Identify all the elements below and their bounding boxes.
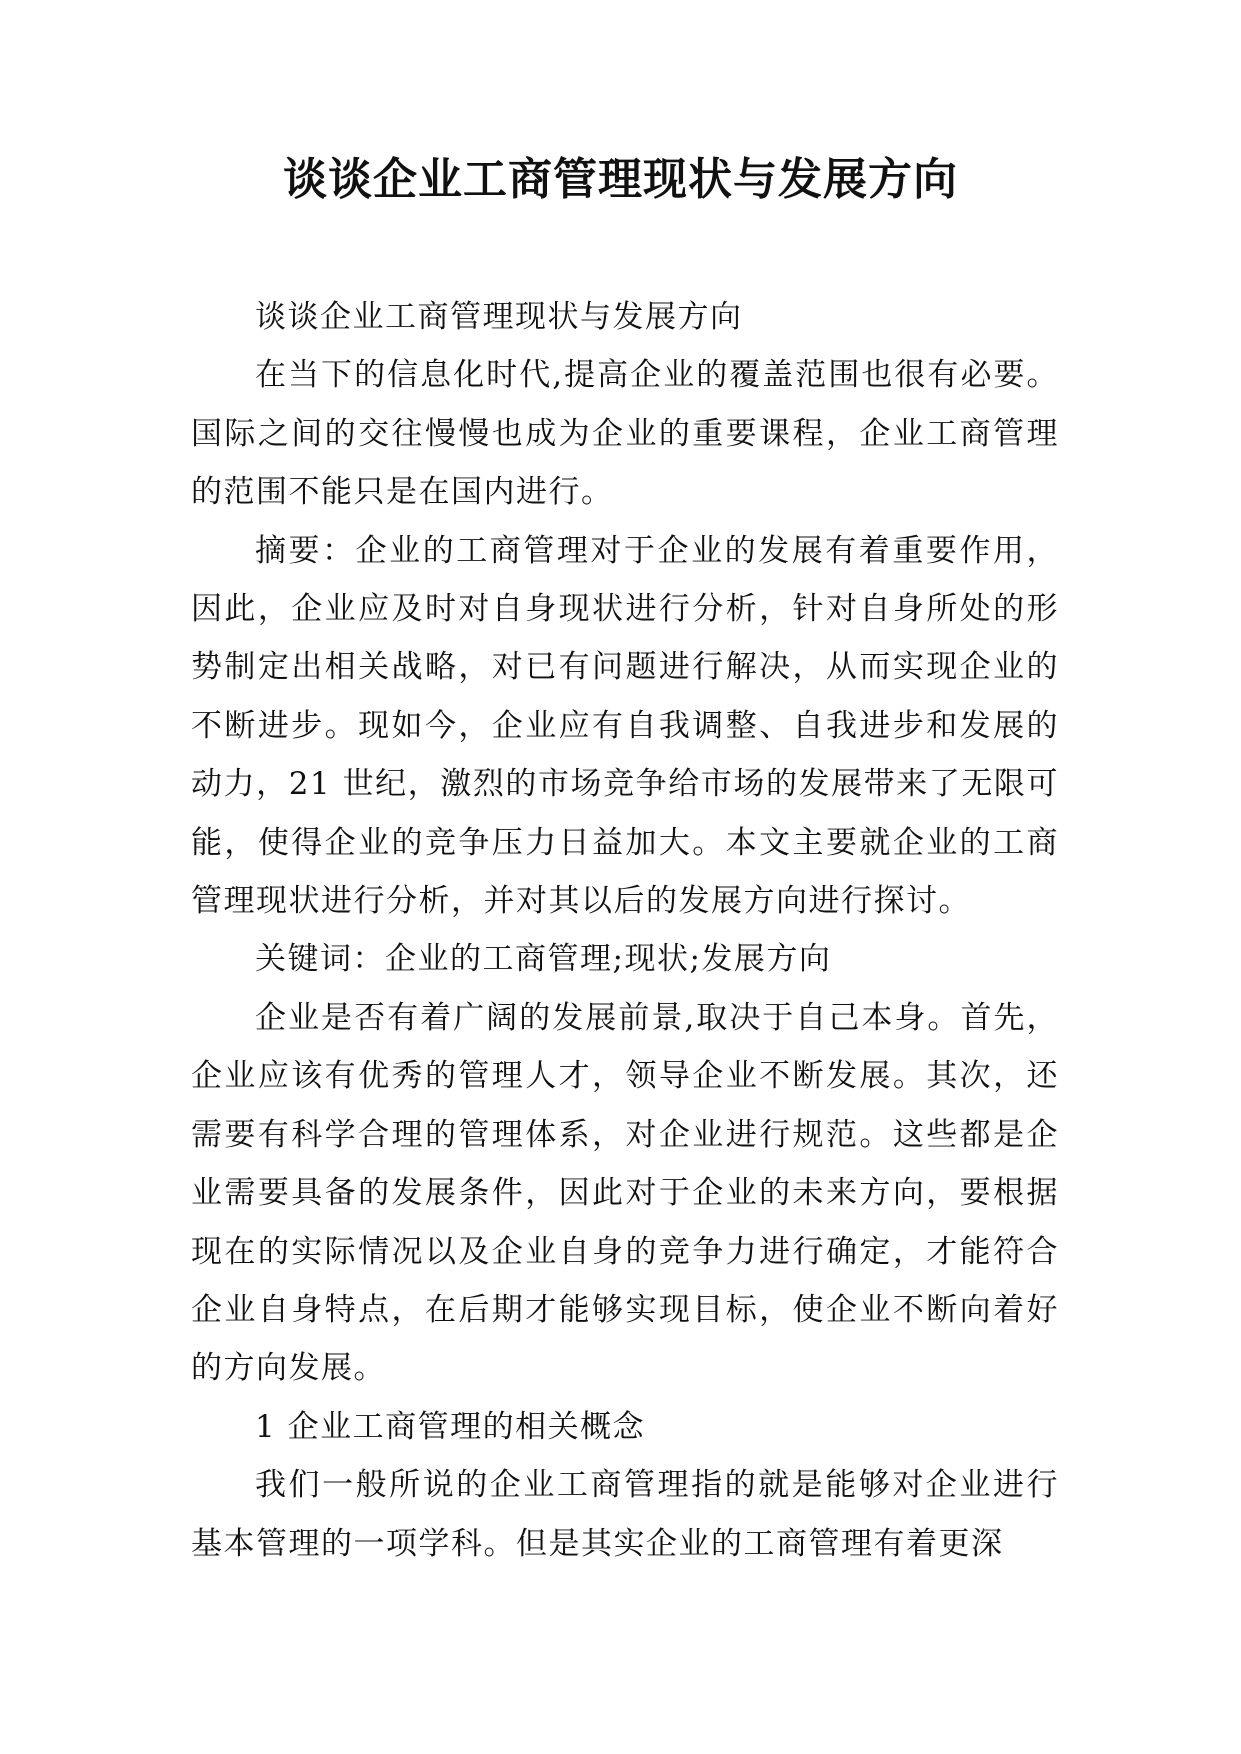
paragraph-intro: 在当下的信息化时代,提高企业的覆盖范围也很有必要。国际之间的交往慢慢也成为企业的重要课程，企业工商管理的范围不能只是在国内进行。 (191, 357, 1059, 511)
paragraph-subtitle: 谈谈企业工商管理现状与发展方向 (255, 299, 743, 335)
section-heading-1: 1 企业工商管理的相关概念 (255, 1408, 646, 1445)
document-body (191, 288, 1059, 1573)
paragraph-keywords: 关键词：企业的工商管理;现状;发展方向 (255, 941, 832, 978)
document-title: 谈谈企业工商管理现状与发展方向 (283, 154, 958, 205)
paragraph-body-2: 我们一般所说的企业工商管理指的就是能够对企业进行基本管理的一项学科。但是其实企业的工商管理有着更深 (191, 1467, 1059, 1562)
paragraph-body-1: 企业是否有着广阔的发展前景,取决于自己本身。首先，企业应该有优秀的管理人才，领导企业不断发展。其次，还需要有科学合理的管理体系，对企业进行规范。这些都是企业需要具备的发展条件，因此对于企业的未来方向，要根据现在的实际情况以及企业自身的竞争力进行确定，才能符合企业自身特点，在后期才能够实现目标，使企业不断向着好的方向发展。 (191, 999, 1059, 1387)
paragraph-abstract: 摘要：企业的工商管理对于企业的发展有着重要作用，因此，企业应及时对自身现状进行分析，针对自身所处的形势制定出相关战略，对已有问题进行解决，从而实现企业的不断进步。现如今，企业应有自我调整、自我进步和发展的动力，21 世纪，激烈的市场竞争给市场的发展带来了无限可能，使得企业的竞争压力日益加大。本文主要就企业的工商管理现状进行分析，并对其以后的发展方向进行探讨。 (191, 532, 1059, 920)
